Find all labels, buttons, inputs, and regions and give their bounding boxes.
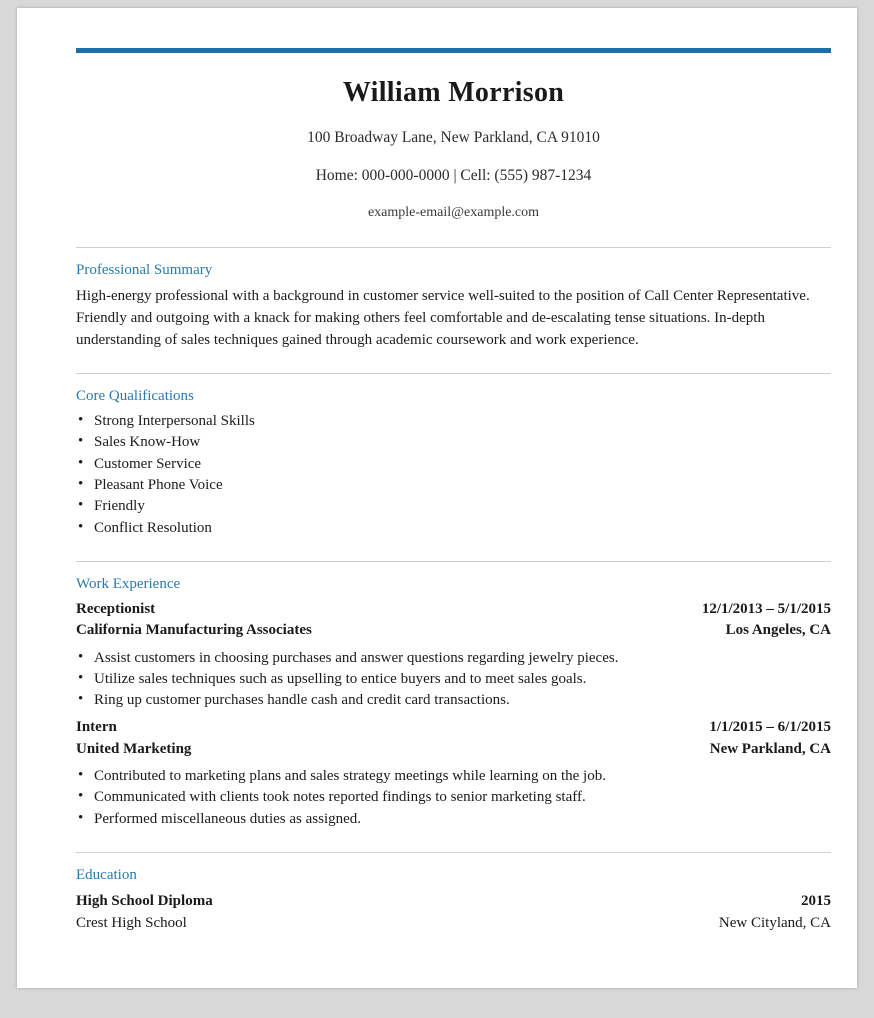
job-company: United Marketing bbox=[76, 740, 192, 757]
section-title-summary: Professional Summary bbox=[76, 262, 213, 278]
job-bullets bbox=[76, 648, 831, 712]
contact-phones: Home: 000-000-0000 | Cell: (555) 987-1234 bbox=[315, 167, 592, 184]
job-location: Los Angeles, CA bbox=[725, 622, 831, 639]
contact-address: 100 Broadway Lane, New Parkland, CA 91010 bbox=[307, 129, 600, 146]
list-item: • Performed miscellaneous duties as assigned. bbox=[76, 809, 831, 830]
list-item: • Ring up customer purchases handle cash and credit card transactions. bbox=[76, 690, 831, 711]
section-education bbox=[76, 853, 831, 935]
section-professional-summary bbox=[76, 248, 831, 351]
list-item: • Pleasant Phone Voice bbox=[76, 475, 831, 496]
job-company: California Manufacturing Associates bbox=[76, 622, 312, 639]
education-degree-row bbox=[76, 890, 831, 913]
section-title-education: Education bbox=[76, 866, 137, 883]
contact-email: example-email@example.com bbox=[367, 205, 540, 220]
job-location: New Parkland, CA bbox=[709, 740, 831, 757]
resume-content bbox=[76, 48, 831, 935]
accent-rule bbox=[76, 48, 831, 53]
list-item: • Contributed to marketing plans and sales strategy meetings while learning on the job. bbox=[76, 766, 831, 787]
education-location: New Cityland, CA bbox=[718, 915, 831, 932]
list-item: • Conflict Resolution bbox=[76, 518, 831, 539]
job-dates: 1/1/2015 – 6/1/2015 bbox=[709, 719, 831, 736]
list-item: • Utilize sales techniques such as upselling to entice buyers and to meet sales goals. bbox=[76, 669, 831, 690]
page-title: William Morrison bbox=[342, 77, 565, 108]
experience-entry bbox=[76, 717, 831, 829]
job-bullets bbox=[76, 766, 831, 830]
list-item: • Assist customers in choosing purchases and answer questions regarding jewelry pieces. bbox=[76, 648, 831, 669]
list-item: • Sales Know-How bbox=[76, 432, 831, 453]
experience-entry bbox=[76, 599, 831, 711]
job-role-row bbox=[76, 717, 831, 738]
qualifications-list bbox=[76, 411, 831, 539]
summary-text: High-energy professional with a background in customer service well-suited to the position of Call Center Representative. Friendly and outgoing with a knack for making others feel comfortable and de-escalating tense situations. In-depth understanding of sales techniques gained through academic coursework and work experience. bbox=[76, 288, 810, 349]
job-role: Intern bbox=[76, 719, 117, 736]
list-item: • Customer Service bbox=[76, 454, 831, 475]
job-dates: 12/1/2013 – 5/1/2015 bbox=[701, 600, 831, 617]
job-role-row bbox=[76, 599, 831, 620]
section-title-experience: Work Experience bbox=[76, 575, 181, 592]
section-title-qualifications: Core Qualifications bbox=[76, 388, 194, 405]
job-role: Receptionist bbox=[76, 600, 156, 617]
education-degree: High School Diploma bbox=[76, 892, 213, 909]
resume-page bbox=[17, 8, 857, 988]
job-company-row bbox=[76, 739, 831, 760]
section-core-qualifications bbox=[76, 374, 831, 539]
education-year: 2015 bbox=[801, 892, 831, 909]
education-school: Crest High School bbox=[76, 915, 187, 932]
education-school-row bbox=[76, 912, 831, 935]
section-work-experience bbox=[76, 562, 831, 830]
job-company-row bbox=[76, 620, 831, 641]
list-item: • Strong Interpersonal Skills bbox=[76, 411, 831, 432]
list-item: • Communicated with clients took notes reported findings to senior marketing staff. bbox=[76, 787, 831, 808]
list-item: • Friendly bbox=[76, 496, 831, 517]
